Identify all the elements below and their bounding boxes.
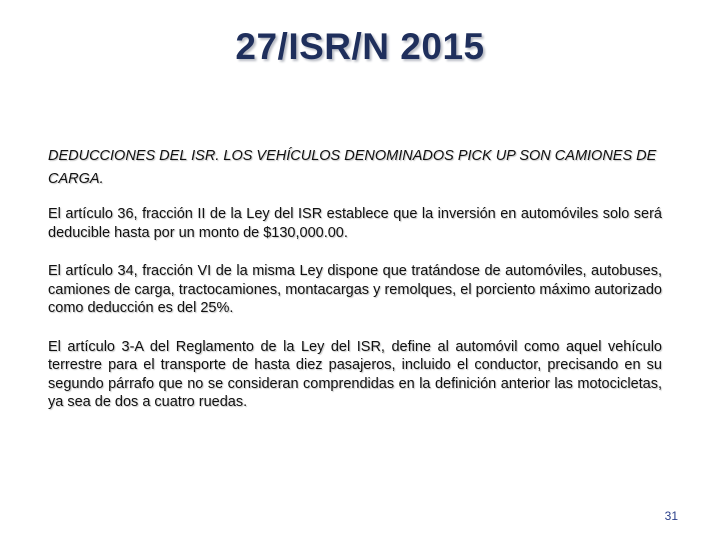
- slide-body: [48, 145, 662, 432]
- paragraph-2: El artículo 34, fracción VI de la misma Ley dispone que tratándose de automóviles, autobuses, camiones de carga, tractocamiones, montacargas y remolques, el porciento máximo autorizado como deducción es del 25%.: [48, 263, 662, 316]
- page-number: 31: [664, 509, 678, 523]
- page-title: 27/ISR/N 2015: [235, 26, 485, 67]
- section-heading: DEDUCCIONES DEL ISR. LOS VEHÍCULOS DENOMINADOS PICK UP SON CAMIONES DE CARGA.: [48, 148, 657, 187]
- paragraph-1: El artículo 36, fracción II de la Ley del ISR establece que la inversión en automóviles solo será deducible hasta por un monto de $130,000.00.: [48, 206, 662, 241]
- paragraph-3: El artículo 3-A del Reglamento de la Ley del ISR, define al automóvil como aquel vehículo terrestre para el transporte de hasta diez pasajeros, incluido el conductor, precisando en su segundo párrafo que no se consideran comprendidas en la definición anterior las motocicletas, ya sea de dos a cuatro ruedas.: [48, 338, 662, 410]
